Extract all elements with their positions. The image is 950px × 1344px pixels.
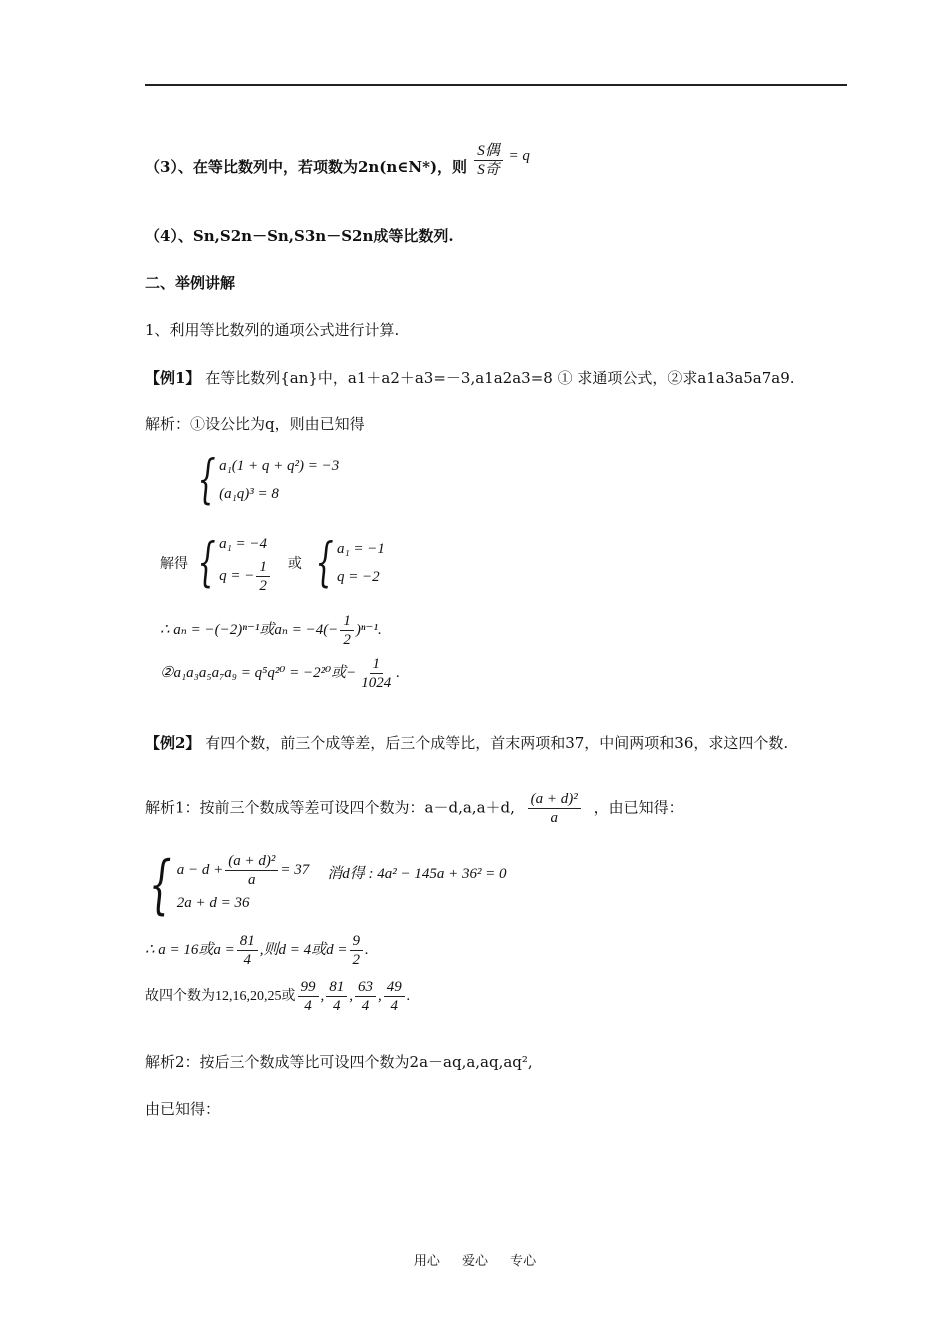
page-footer: 用心 爱心 专心 xyxy=(413,1254,537,1269)
general-term: ∴ aₙ = −(−2)ⁿ⁻¹或aₙ = −4(− $\frac{1}{2}$ )ⁿ⁻¹. xyxy=(160,613,382,648)
solution-2-1: 解析1：按前三个数成等差可设四个数为：a－d,a,a＋d, $\frac{\text{(a + d)²}}{a}$ ，由已知得： xyxy=(145,791,684,826)
solution-system: 解得 { a₁ = −4 q = − $\frac{1}{2}$ 或 { a₁ = −1 q = −2 xyxy=(160,532,385,594)
header-rule xyxy=(145,84,847,86)
property-3 xyxy=(145,143,530,187)
example-2-body: 有四个数，前三个成等差，后三个成等比，首末两项和37，中间两项和36，求这四个数. xyxy=(200,734,789,752)
example-1 xyxy=(145,367,795,388)
example-1-body: 在等比数列{an}中，a1＋a2＋a3=－3,a1a2a3=8 ① 求通项公式，②求a1a3a5a7a9. xyxy=(200,369,795,387)
solution-2-2-continue: 由已知得： xyxy=(145,1100,221,1118)
product-result: ②a₁a₃a₅a₇a₉ = q⁵q²⁰ = −2²⁰或− $\frac{1}{1024}$ . xyxy=(160,656,400,691)
solve-a-d: ∴ a = 16或a = $\frac{81}{4}$ ,则d = 4或d = $\frac{9}{2}$ . xyxy=(145,933,369,968)
equation-system-2: { a − d + $\frac{\text{(a + d)²}}{a}$ = 37 2a + d = 36 消d得 : 4a² − 145a + 36² = 0 xyxy=(149,847,507,922)
solution-2-2: 解析2：按后三个数成等比可设四个数为2a－aq,a,aq,aq², xyxy=(145,1053,533,1071)
solution-1-intro: 解析：①设公比为q，则由已知得 xyxy=(145,415,365,433)
section-heading: 二、举例讲解 xyxy=(145,274,236,292)
item-1: 1、利用等比数列的通项公式进行计算. xyxy=(145,321,400,339)
equation-system-1: { a₁(1 + q + q²) = −3 (a₁q)³ = 8 xyxy=(197,450,340,510)
example-2-tag: 【例2】 xyxy=(145,734,201,752)
property-4: （4）、Sn,S2n－Sn,S3n－S2n成等比数列. xyxy=(145,227,454,245)
four-numbers: 故四个数为12,16,20,25或 $\frac{99}{4}$ , $\frac{81}{4}$ , $\frac{63}{4}$ , $\frac{49}{4}$ . xyxy=(145,979,411,1014)
property-3-formula: $\frac{\text{S偶}}{\text{S奇}}$ = q xyxy=(472,160,530,176)
example-1-tag: 【例1】 xyxy=(145,369,201,387)
example-2 xyxy=(145,732,788,753)
property-3-text: （3）、在等比数列中，若项数为2n(n∈N*)，则 xyxy=(145,157,468,176)
